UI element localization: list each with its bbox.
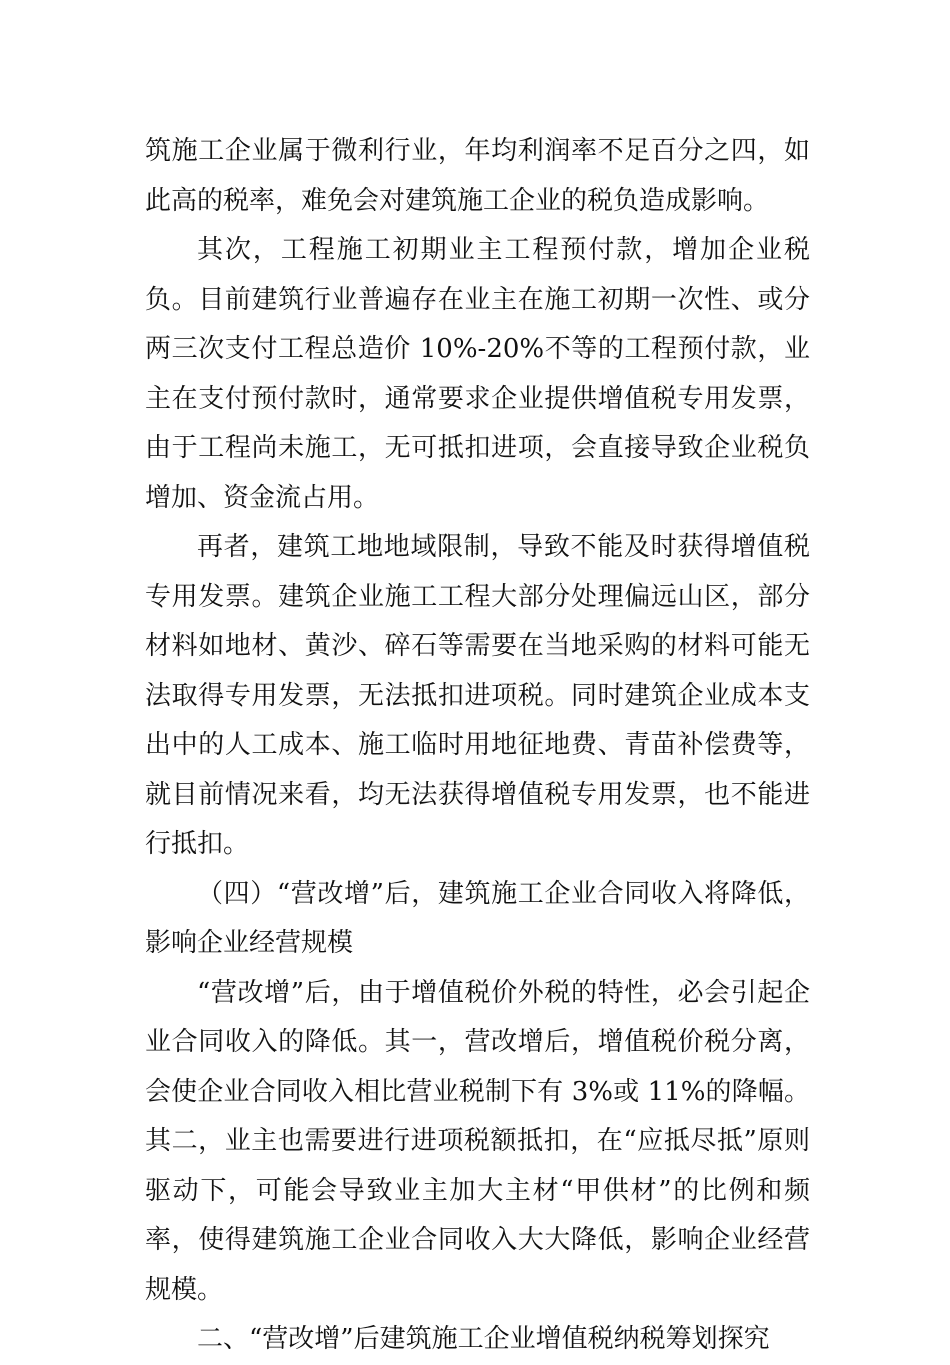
paragraph-continuation: 筑施工企业属于微利行业，年均利润率不足百分之四，如此高的税率，难免会对建筑施工企业的税负造成影响。	[145, 136, 810, 216]
paragraph-prepayment: 其次，工程施工初期业主工程预付款，增加企业税负。目前建筑行业普遍存在业主在施工初期一次性、或分两三次支付工程总造价 10%-20%不等的工程预付款，业主在支付预付款时，通常要求企业提供增值税专用发票，由于工程尚未施工，无可抵扣进项，会直接导致企业税负增加、资金流占用。	[145, 235, 810, 513]
section-heading-four: （四）“营改增”后，建筑施工企业合同收入将降低，影响企业经营规模	[145, 878, 810, 958]
document-body	[145, 127, 810, 1365]
section-heading-two: 二、“营改增”后建筑施工企业增值税纳税筹划探究	[197, 1324, 770, 1354]
paragraph-contract-income: “营改增”后，由于增值税价外税的特性，必会引起企业合同收入的降低。其一，营改增后，增值税价税分离，会使企业合同收入相比营业税制下有 3%或 11%的降幅。其二，业主也需要进行进项税额抵扣，在“应抵尽抵”原则驱动下，可能会导致业主加大主材“甲供材”的比例和频率，使得建筑施工企业合同收入大大降低，影响企业经营规模。	[145, 977, 810, 1305]
paragraph-site-restriction: 再者，建筑工地地域限制，导致不能及时获得增值税专用发票。建筑企业施工工程大部分处理偏远山区，部分材料如地材、黄沙、碎石等需要在当地采购的材料可能无法取得专用发票，无法抵扣进项税。同时建筑企业成本支出中的人工成本、施工临时用地征地费、青苗补偿费等，就目前情况来看，均无法获得增值税专用发票，也不能进行抵扣。	[145, 532, 810, 859]
